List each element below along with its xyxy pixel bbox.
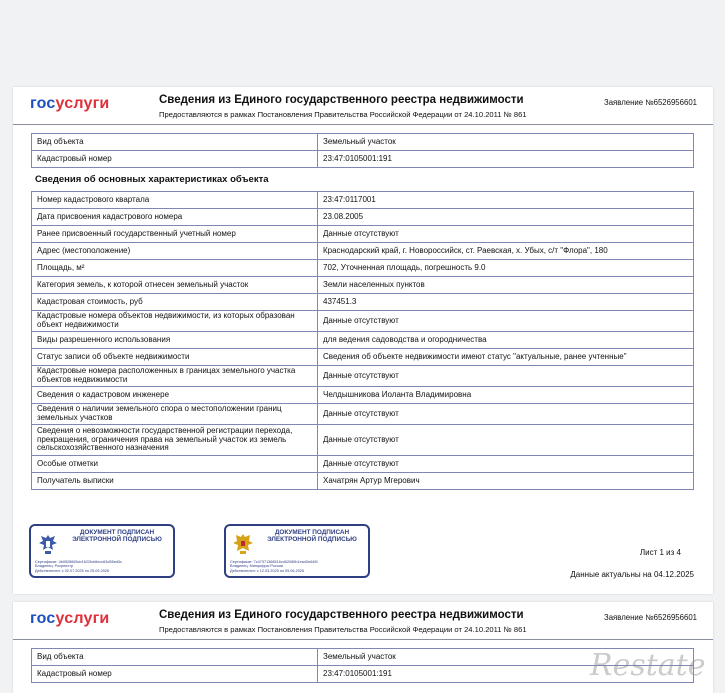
table-row <box>32 311 694 332</box>
row-value: Данные отсутствуют <box>318 425 694 456</box>
row-key: Площадь, м² <box>32 260 318 277</box>
stamp-valid-line: Действителен: с 02.07.2025 по 25.09.2026 <box>35 568 110 573</box>
row-key: Кадастровый номер <box>32 151 318 168</box>
stamp-valid-line: Действителен: с 12.03.2025 по 05.06.2026 <box>230 568 305 573</box>
stamp-heading: ДОКУМЕНТ ПОДПИСАН ЭЛЕКТРОННОЙ ПОДПИСЬЮ <box>267 529 357 543</box>
page-header <box>13 602 713 640</box>
data-actual-date: Данные актуальны на 04.12.2025 <box>570 570 694 579</box>
stamp-cert-line: Сертификат: 7c47371368516cd02080b1ea40e645f <box>230 560 318 564</box>
row-value: для ведения садоводства и огородничества <box>318 332 694 349</box>
row-key: Кадастровые номера расположенных в границах земельного участка объектов недвижимости <box>32 366 318 387</box>
statement-number: Заявление №6526956601 <box>603 98 697 107</box>
table-row <box>32 277 694 294</box>
stamp-certificate <box>230 560 318 573</box>
row-value: 437451.3 <box>318 294 694 311</box>
page-header <box>13 87 713 125</box>
table-row <box>32 332 694 349</box>
table-row <box>32 425 694 456</box>
row-value: 23:47:0105001:191 <box>318 151 694 168</box>
row-value: Хачатрян Артур Мгерович <box>318 473 694 490</box>
document-subtitle: Предоставляются в рамках Постановления Правительства Российской Федерации от 24.10.2011 № 861 <box>159 625 527 634</box>
object-identity-table <box>31 133 694 168</box>
row-value: Челдышникова Иоланта Владимировна <box>318 387 694 404</box>
row-key: Сведения о кадастровом инженере <box>32 387 318 404</box>
row-value: Данные отсутствуют <box>318 404 694 425</box>
row-key: Кадастровая стоимость, руб <box>32 294 318 311</box>
row-value: Земельный участок <box>318 134 694 151</box>
statement-number: Заявление №6526956601 <box>603 613 697 622</box>
table-row <box>32 387 694 404</box>
row-key: Сведения о невозможности государственной регистрации перехода, прекращения, ограничения права на земельный участок из земель сельскохозяйственного назначения <box>32 425 318 456</box>
section-title: Сведения об основных характеристиках объекта <box>35 174 269 185</box>
row-key: Адрес (местоположение) <box>32 243 318 260</box>
row-value: Краснодарский край, г. Новороссийск, ст. Раевская, х. Убых, с/т "Флора", 180 <box>318 243 694 260</box>
table-row <box>32 151 694 168</box>
table-row <box>32 456 694 473</box>
table-row <box>32 243 694 260</box>
row-value: Земельный участок <box>318 649 694 666</box>
document-subtitle: Предоставляются в рамках Постановления Правительства Российской Федерации от 24.10.2011 № 861 <box>159 110 527 119</box>
watermark: Restate <box>590 648 706 683</box>
row-key: Сведения о наличии земельного спора о местоположении границ земельных участков <box>32 404 318 425</box>
stamp-owner-line: Владелец: Росреестр <box>35 564 74 569</box>
row-value: 702, Уточненная площадь, погрешность 9.0 <box>318 260 694 277</box>
document-title: Сведения из Единого государственного реестра недвижимости <box>159 609 524 621</box>
stamp-cert-line: Сертификат: 4b0528665cb1622fcb6ecc63d55ed3c <box>35 560 122 564</box>
table-row <box>32 226 694 243</box>
row-key: Кадастровый номер <box>32 666 318 683</box>
document-page-1 <box>13 87 713 594</box>
table-row <box>32 294 694 311</box>
row-value: Данные отсутствуют <box>318 311 694 332</box>
row-key: Статус записи об объекте недвижимости <box>32 349 318 366</box>
stamp-heading: ДОКУМЕНТ ПОДПИСАН ЭЛЕКТРОННОЙ ПОДПИСЬЮ <box>72 529 162 543</box>
table-row <box>32 404 694 425</box>
row-key: Дата присвоения кадастрового номера <box>32 209 318 226</box>
row-value: 23:47:0105001:191 <box>318 666 694 683</box>
row-key: Кадастровые номера объектов недвижимости, из которых образован объект недвижимости <box>32 311 318 332</box>
document-title: Сведения из Единого государственного реестра недвижимости <box>159 94 524 106</box>
row-key: Ранее присвоенный государственный учетный номер <box>32 226 318 243</box>
table-row <box>32 209 694 226</box>
table-row <box>32 349 694 366</box>
gosuslugi-logo: госуслуги <box>30 95 110 112</box>
row-value: 23:47:0117001 <box>318 192 694 209</box>
row-key: Вид объекта <box>32 649 318 666</box>
page-counter: Лист 1 из 4 <box>639 548 681 557</box>
row-value: Данные отсутствуют <box>318 226 694 243</box>
table-row <box>32 134 694 151</box>
coat-of-arms-icon <box>231 532 255 556</box>
row-value: Сведения об объекте недвижимости имеют статус "актуальные, ранее учтенные" <box>318 349 694 366</box>
row-key: Особые отметки <box>32 456 318 473</box>
row-key: Вид объекта <box>32 134 318 151</box>
signature-stamp-mintsifry <box>224 524 370 578</box>
table-row <box>32 366 694 387</box>
row-value: 23.08.2005 <box>318 209 694 226</box>
row-value: Данные отсутствуют <box>318 366 694 387</box>
table-row <box>32 473 694 490</box>
row-key: Категория земель, к которой отнесен земельный участок <box>32 277 318 294</box>
table-row <box>32 260 694 277</box>
row-key: Виды разрешенного использования <box>32 332 318 349</box>
characteristics-table <box>31 191 694 490</box>
gosuslugi-logo: госуслуги <box>30 610 110 627</box>
row-value: Данные отсутствуют <box>318 456 694 473</box>
table-row <box>32 192 694 209</box>
row-key: Получатель выписки <box>32 473 318 490</box>
stamp-certificate <box>35 560 122 573</box>
stamp-owner-line: Владелец: Минцифры России <box>230 564 283 569</box>
eagle-emblem-icon <box>36 532 60 556</box>
signature-stamp-rosreestr <box>29 524 175 578</box>
row-key: Номер кадастрового квартала <box>32 192 318 209</box>
row-value: Земли населенных пунктов <box>318 277 694 294</box>
